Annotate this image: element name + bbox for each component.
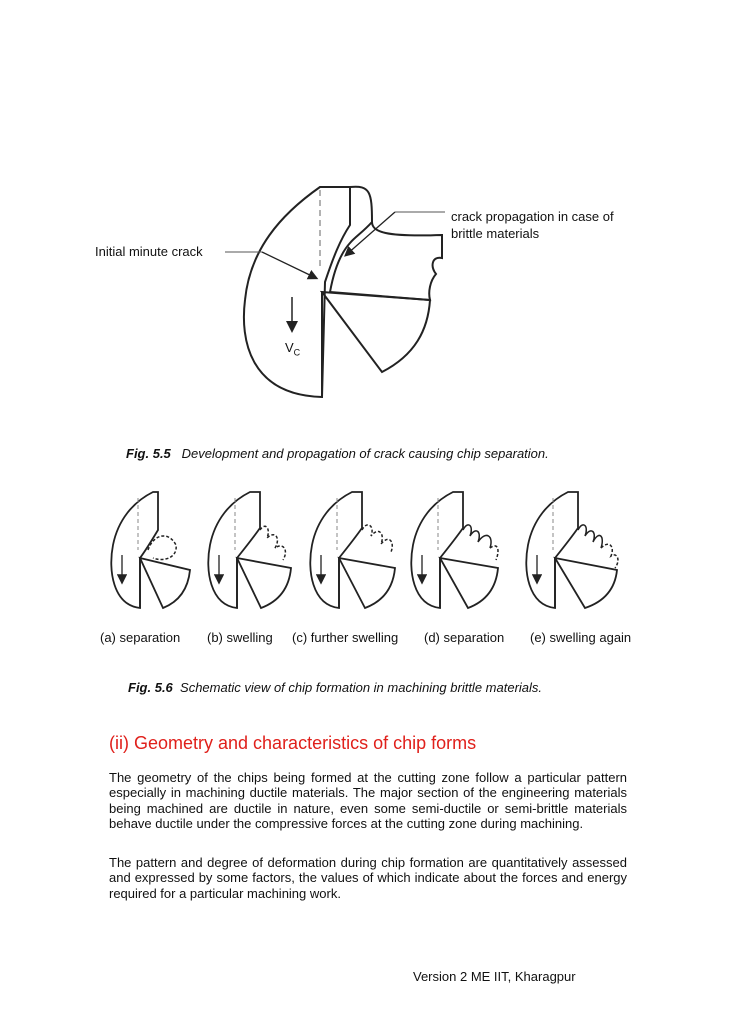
subcaption-a: (a) separation: [100, 630, 181, 645]
paragraph-1: The geometry of the chips being formed at the cutting zone follow a particular pattern especially in machining ductile materials. The major section of the engineering materials being machined are ductile in nature, even some semi-ductile or semi-brittle materials behave ductile under the compressive forces at the cutting zone during machining.: [109, 770, 627, 832]
page-footer: Version 2 ME IIT, Kharagpur: [413, 969, 576, 984]
subcaption-e: (e) swelling again: [530, 630, 632, 645]
subcaption-b: (b) swelling: [207, 630, 273, 645]
subcaption-c: (c) further swelling: [292, 630, 399, 645]
label-crack-propagation-2: brittle materials: [451, 226, 540, 241]
subcaption-d: (d) separation: [424, 630, 505, 645]
panel-d: [411, 492, 498, 608]
paragraph-2: The pattern and degree of deformation during chip formation are quantitatively assessed and expressed by some factors, the values of which indicate about the forces and energy required for a particular machining work.: [109, 855, 627, 901]
section-heading: (ii) Geometry and characteristics of chip forms: [109, 733, 477, 753]
fig-5-6-caption: Fig. 5.6 Schematic view of chip formation in machining brittle materials.: [128, 680, 543, 695]
panel-c: [310, 492, 395, 608]
panel-e: [526, 492, 618, 608]
fig-5-5-caption: Fig. 5.5 Development and propagation of crack causing chip separation.: [126, 446, 549, 461]
label-crack-propagation-1: crack propagation in case of: [451, 209, 614, 224]
panel-a: [111, 492, 190, 608]
panel-b: [208, 492, 291, 608]
label-initial-crack: Initial minute crack: [95, 244, 203, 259]
label-vc: $V_C$: [285, 340, 301, 358]
